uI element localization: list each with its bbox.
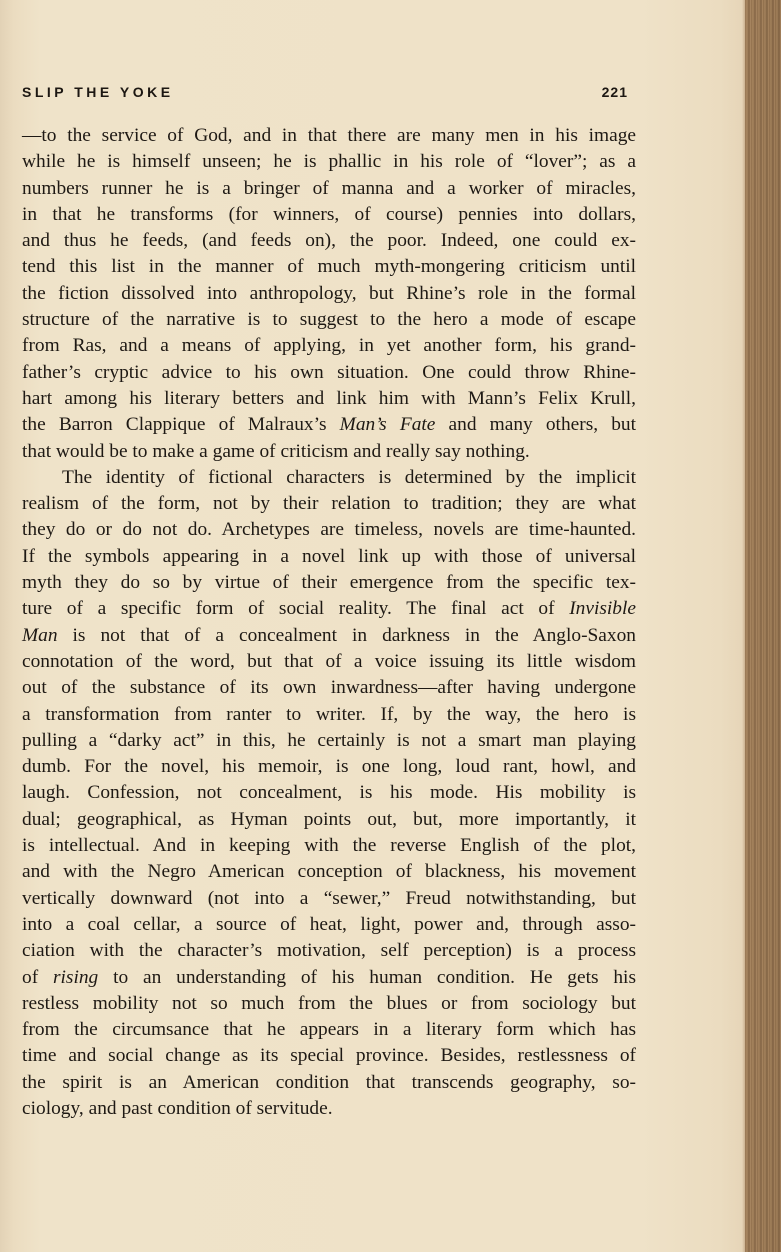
page-number: 221 <box>601 84 628 100</box>
text-line: while he is himself unseen; he is phallic in his role of “lover”; as a <box>22 151 636 173</box>
italic-emphasis: rising <box>53 966 99 988</box>
text-line: in that he transforms (for winners, of course) pennies into dollars, <box>22 203 636 225</box>
text-line: pulling a “darky act” in this, he certainly is not a smart man playing <box>22 729 636 751</box>
text-line: realism of the form, not by their relation to tradition; they are what <box>22 493 636 515</box>
text-line: ciation with the character’s motivation, self perception) is a process <box>22 940 636 962</box>
text-line: the fiction dissolved into anthropology, but Rhine’s role in the formal <box>22 282 636 304</box>
italic-emphasis: Invisible <box>569 598 636 620</box>
text-line: a transformation from ranter to writer. If, by the way, the hero is <box>22 703 636 725</box>
running-head <box>22 84 628 104</box>
text-line: If the symbols appearing in a novel link up with those of universal <box>22 545 636 567</box>
italic-emphasis: Man <box>22 624 58 646</box>
text-line: numbers runner he is a bringer of manna and a worker of miracles, <box>22 177 636 199</box>
text-line: from Ras, and a means of applying, in yet another form, his grand- <box>22 335 636 357</box>
italic-emphasis: Man’s Fate <box>339 414 436 436</box>
text-line: and thus he feeds, (and feeds on), the poor. Indeed, one could ex- <box>22 230 636 252</box>
text-line: Man is not that of a concealment in darkness in the Anglo-Saxon <box>22 624 636 646</box>
text-line: the Barron Clappique of Malraux’s Man’s Fate and many others, but <box>22 414 637 436</box>
paragraph <box>22 465 636 1122</box>
text-line: dumb. For the novel, his memoir, is one long, loud rant, howl, and <box>22 756 636 778</box>
text-line: tend this list in the manner of much myth-mongering criticism until <box>22 256 636 278</box>
text-line: laugh. Confession, not concealment, is his mode. His mobility is <box>22 782 636 804</box>
text-line: restless mobility not so much from the blues or from sociology but <box>22 992 636 1014</box>
text-line: myth they do so by virtue of their emergence from the specific tex- <box>22 572 636 594</box>
text-line: father’s cryptic advice to his own situation. One could throw Rhine- <box>22 361 636 383</box>
text-line: structure of the narrative is to suggest to the hero a mode of escape <box>22 309 636 331</box>
text-line: out of the substance of its own inwardness—after having undergone <box>22 677 636 699</box>
text-line: and with the Negro American conception of blackness, his movement <box>22 861 636 883</box>
text-line: that would be to make a game of criticism and really say nothing. <box>22 440 530 462</box>
body-text <box>22 123 636 1122</box>
text-line: of rising to an understanding of his human condition. He gets his <box>22 966 636 988</box>
text-line: from the circumsance that he appears in a literary form which has <box>22 1019 636 1041</box>
text-line: dual; geographical, as Hyman points out, but, more importantly, it <box>22 808 636 830</box>
paragraph <box>22 123 636 465</box>
text-line: is intellectual. And in keeping with the reverse English of the plot, <box>22 835 636 857</box>
text-line: connotation of the word, but that of a voice issuing its little wisdom <box>22 650 636 672</box>
text-line: The identity of fictional characters is determined by the implicit <box>62 466 636 488</box>
text-line: hart among his literary betters and link him with Mann’s Felix Krull, <box>22 387 636 409</box>
text-line: the spirit is an American condition that transcends geography, so- <box>22 1071 636 1093</box>
text-line: ture of a specific form of social reality. The final act of Invisible <box>22 598 636 620</box>
text-line: —to the service of God, and in that there are many men in his image <box>22 125 636 146</box>
running-head-title: SLIP THE YOKE <box>22 84 174 100</box>
text-line: vertically downward (not into a “sewer,” Freud notwithstanding, but <box>22 887 636 909</box>
text-line: ciology, and past condition of servitude. <box>22 1097 333 1119</box>
text-line: they do or do not do. Archetypes are timeless, novels are time-haunted. <box>22 519 636 541</box>
book-gutter <box>745 0 781 1252</box>
text-line: into a coal cellar, a source of heat, light, power and, through asso- <box>22 913 636 935</box>
text-line: time and social change as its special province. Besides, restlessness of <box>22 1045 636 1067</box>
